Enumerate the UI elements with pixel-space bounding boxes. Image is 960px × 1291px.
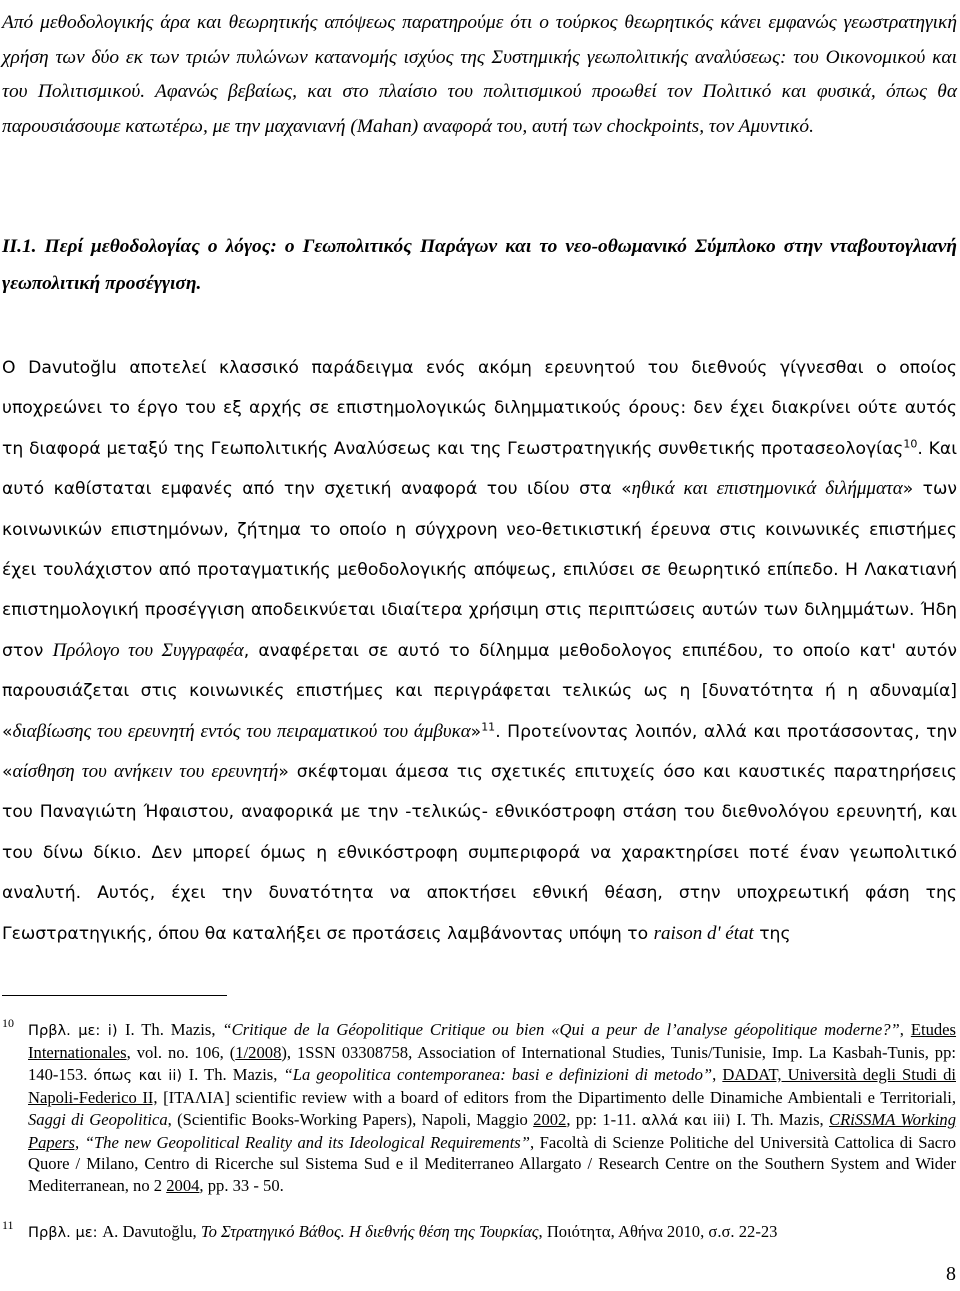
body-text: . Προτείνοντας λοιπόν, αλλά και προτάσσοντας, την « [2,721,957,783]
footnote-title: “La geopolitica contemporanea: basi e definizioni di metodo” [283,1064,713,1084]
footnote-11 [28,1221,956,1244]
footnote-link[interactable]: 2004 [166,1176,200,1196]
footnote-number: 11 [2,1218,14,1232]
footnote-title: Το Στρατηγικό Βάθος. Η διεθνής θέση της Τουρκίας [200,1222,539,1241]
body-text: , αναφέρεται σε αυτό το δίλημμα μεθοδολογος επιπέδου, το οποίο κατ' αυτόν παρουσιάζεται στις κοινωνικές επιστήμες και περιγράφεται τελικώς ως η [δυνατότητα ή η αδυναμία] « [2,640,957,742]
footnote-separator [2,995,227,996]
body-text: » [470,721,482,742]
footnote-title: “The new Geopolitical Reality and its Ideological Requirements” [84,1132,530,1152]
footnote-text: , [712,1064,723,1084]
footnote-number: 10 [2,1016,14,1030]
footnote-text: , pp: 1-11. [566,1109,642,1129]
footnote-text: ), 1SSN 03308758, Association of International Studies, Tunis/Tunisie, Imp. La Kasbah-Tunis, pp: 140-153. [28,1042,957,1084]
intro-paragraph: Από μεθοδολογικής άρα και θεωρητικής απόψεως παρατηρούμε ότι ο τούρκος θεωρητικός κάνει εμφανώς γεωστρατηγική χρήση των δύο εκ των τριών πυλώνων κατανομής ισχύος της Συστημικής γεωπολιτικής αναλύσεως: του Οικονομικού και του Πολιτισμικού. Αφανώς βεβαίως, και στο πλαίσιο του πολιτισμικού προωθεί τον Πολιτικό και φυσικά, όπως θα παρουσιάσουμε κατωτέρω, με την μαχανιανή (Mahan) αναφορά του, αυτή των chockpoints, τον Αμυντικό. [2,12,957,137]
footnote-link[interactable]: DADAT, Università degli Studi di Napoli-Federico II, [28,1064,956,1107]
body-text: της [753,923,791,944]
footnote-text: , vol. no. 106, ( [126,1042,236,1062]
footnote-link[interactable]: 2002 [533,1109,567,1129]
footnote-link[interactable]: 1/2008 [235,1042,282,1062]
emphasis-text: ηθικά και επιστημονικά διλήμματα [631,478,903,500]
body-text: » των κοινωνικών επιστημόνων, ζήτημα το οποίο η σύγχρονη νεο-θετικιστική έρευνα στις κοινωνικές επιστήμες έχει τουλάχιστον από προταγματικής μεθοδολογικής απόψεως, επιλύσει σε θεωρητικό επίπεδο. Η Λακατιανή επιστημολογική προσέγγιση αποδεικνύεται ιδιαίτερα χρήσιμη στις περιπτώσεις αυτών των διλημμάτων. Ήδη στον [2,479,958,661]
footnote-text: , [899,1020,911,1039]
footnote-text: I. Th. Mazis, [736,1109,830,1129]
footnote-ref-11[interactable]: 11 [481,719,496,733]
body-paragraph [2,348,957,954]
footnote-link[interactable]: CRiSSMA Working Papers, [28,1109,957,1152]
footnote-text: , Ποιότητα, Αθήνα 2010, σ.σ. 22-23 [538,1222,778,1241]
footnote-text: I. Th. Mazis, [124,1020,223,1039]
page-number: 8 [946,1263,956,1285]
body-text: » σκέφτομαι άμεσα τις σχετικές επιτυχείς όσο και καυστικές παρατηρήσεις του Παναγιώτη Ήφαιστου, αναφορικά με την -τελικώς- εθνικόστροφη στάση του διεθνολόγου ερευνητή, και του δίνω δίκιο. Δεν μπορεί όμως η εθνικόστροφη συμπεριφορά να χαρακτηρίσει ποτέ έναν γεωπολιτικό αναλυτή. Αυτός, έχει την δυνατότητα να αποκτήσει εθνική θέαση, στην υποχρεωτική φάση της Γεωστρατηγικής, όπου θα καταλήξει σε προτάσεις λαμβάνοντας υπόψη το [2,762,957,944]
footnote-text: I. Th. Mazis, [188,1064,284,1084]
footnote-title: Saggi di Geopolitica [28,1109,168,1129]
footnote-text: Πρβλ. με: [28,1224,103,1241]
footnote-link[interactable]: Etudes Internationales [28,1020,957,1062]
emphasis-text: διαβίωσης του ερευνητή εντός του πειραματικού του άμβυκα [12,720,471,742]
section-heading: ΙΙ.1. Περί μεθοδολογίας ο λόγος: ο Γεωπολιτικός Παράγων και το νεο-οθωμανικό Σύμπλοκο στην νταβουτογλιανή γεωπολιτική προσέγγιση. [2,236,957,294]
emphasis-text: Πρόλογο του Συγγραφέα [52,639,244,661]
footnote-text: [ΙΤΑΛΙΑ] scientific review with a board of editors from the Dipartimento delle Dinamiche Ambientali e Territoriali, [157,1087,956,1107]
footnote-text: αλλά και iii) [641,1111,737,1129]
footnote-text: , Facoltà di Scienze Politiche del Università Cattolica di Sacro Quore / Milano, Centro di Ricerche sul Sistema Sud e il Mediterraneo Allargato / Research Centre on the Southern System and Wider Mediterranean, no 2 [28,1132,956,1196]
footnote-text: , pp. 33 - 50. [199,1176,284,1196]
footnote-ref-10[interactable]: 10 [903,437,918,451]
body-text: . Και αυτό καθίσταται εμφανές από την σχετική αναφορά του ιδίου στα « [2,438,958,500]
emphasis-text: raison d' état [653,922,754,944]
emphasis-text: αίσθηση του ανήκειν του ερευνητή [12,761,279,783]
footnote-title: “Critique de la Géopolitique Critique ou bien «Qui a peur de l’analyse géopolitique moderne?” [222,1020,900,1039]
footnote-text: A. Davutoğlu, [102,1222,201,1241]
footnote-10 [28,1019,956,1197]
body-text: Ο Davutoğlu αποτελεί κλασσικό παράδειγμα ενός ακόμη ερευνητού του διεθνούς γίγνεσθαι ο οποίος υποχρεώνει το έργο του εξ αρχής σε επιστημολογικώς διλημματικούς όρους: δεν έχει διακρίνει ούτε αυτός τη διαφορά μεταξύ της Γεωπολιτικής Αναλύσεως και της Γεωστρατηγικής συνθετικής προτασεολογίας [2,358,957,459]
footnote-text: , (Scientific Books-Working Papers), Napoli, Maggio [167,1109,534,1129]
footnote-text: Πρβλ. με: i) [28,1022,125,1039]
footnote-text: όπως και ii) [93,1066,189,1084]
